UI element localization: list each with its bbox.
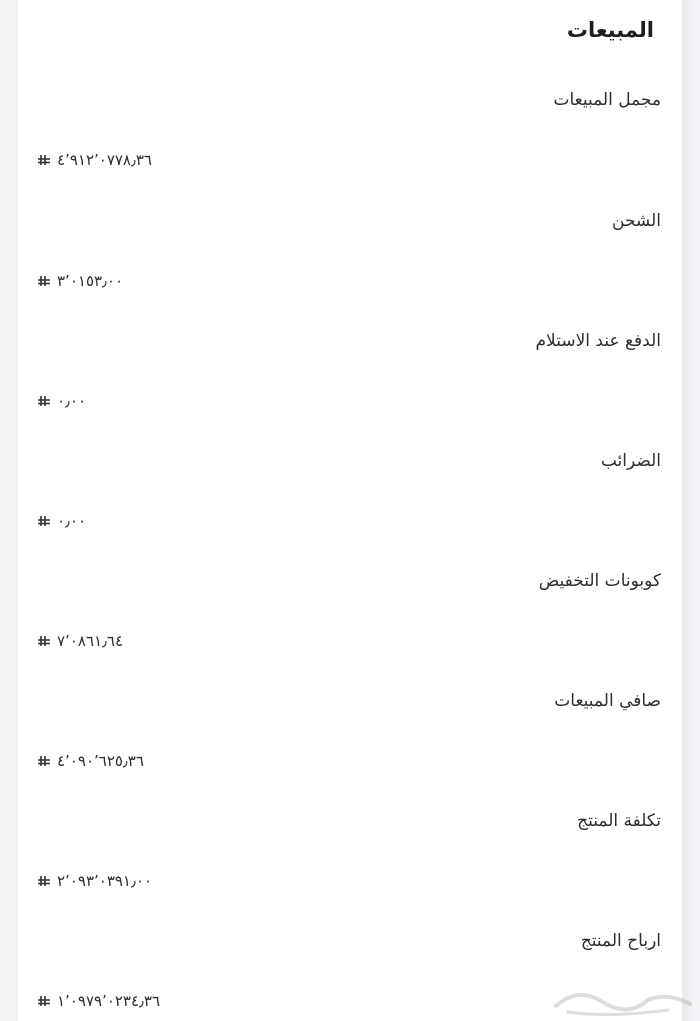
section-title: المبيعات	[566, 18, 654, 42]
cash-on-delivery-amount: ٠٫٠٠	[57, 392, 87, 410]
shipping-label: الشحن	[612, 211, 661, 231]
riyal-currency-icon	[37, 995, 52, 1008]
sales-summary-card	[18, 0, 682, 1021]
discount-coupons-amount: ٧٬٠٨٦١٫٦٤	[57, 632, 124, 650]
cash-on-delivery-label: الدفع عند الاستلام	[535, 331, 661, 351]
product-cost-value	[37, 872, 152, 890]
side-shadow	[682, 0, 700, 1021]
riyal-currency-icon	[37, 395, 52, 408]
cash-on-delivery-value	[37, 392, 86, 410]
product-cost-label: تكلفة المنتج	[577, 811, 661, 831]
riyal-currency-icon	[37, 515, 52, 528]
riyal-currency-icon	[37, 635, 52, 648]
taxes-value	[37, 512, 86, 530]
shipping-value	[37, 272, 123, 290]
taxes-amount: ٠٫٠٠	[57, 512, 87, 530]
gross-sales-label: مجمل المبيعات	[553, 90, 661, 110]
riyal-currency-icon	[37, 755, 52, 768]
gross-sales-value	[37, 151, 152, 169]
riyal-currency-icon	[37, 875, 52, 888]
watermark-logo	[548, 982, 698, 1018]
product-profit-label: ارباح المنتج	[580, 931, 661, 951]
riyal-currency-icon	[37, 275, 52, 288]
shipping-amount: ٣٬٠١٥٣٫٠٠	[57, 272, 124, 290]
gross-sales-amount: ٤٬٩١٢٬٠٧٧٨٫٣٦	[57, 151, 152, 169]
product-profit-value	[37, 992, 160, 1010]
product-cost-amount: ٢٬٠٩٣٬٠٣٩١٫٠٠	[57, 872, 152, 890]
taxes-label: الضرائب	[600, 451, 661, 471]
net-sales-value	[37, 752, 144, 770]
discount-coupons-value	[37, 632, 123, 650]
net-sales-label: صافي المبيعات	[554, 691, 661, 711]
discount-coupons-label: كوبونات التخفيض	[538, 571, 661, 591]
net-sales-amount: ٤٬٠٩٠٬٦٢٥٫٣٦	[57, 752, 144, 770]
product-profit-amount: ١٬٠٩٧٩٬٠٢٣٤٫٣٦	[57, 992, 161, 1010]
riyal-currency-icon	[37, 154, 52, 167]
